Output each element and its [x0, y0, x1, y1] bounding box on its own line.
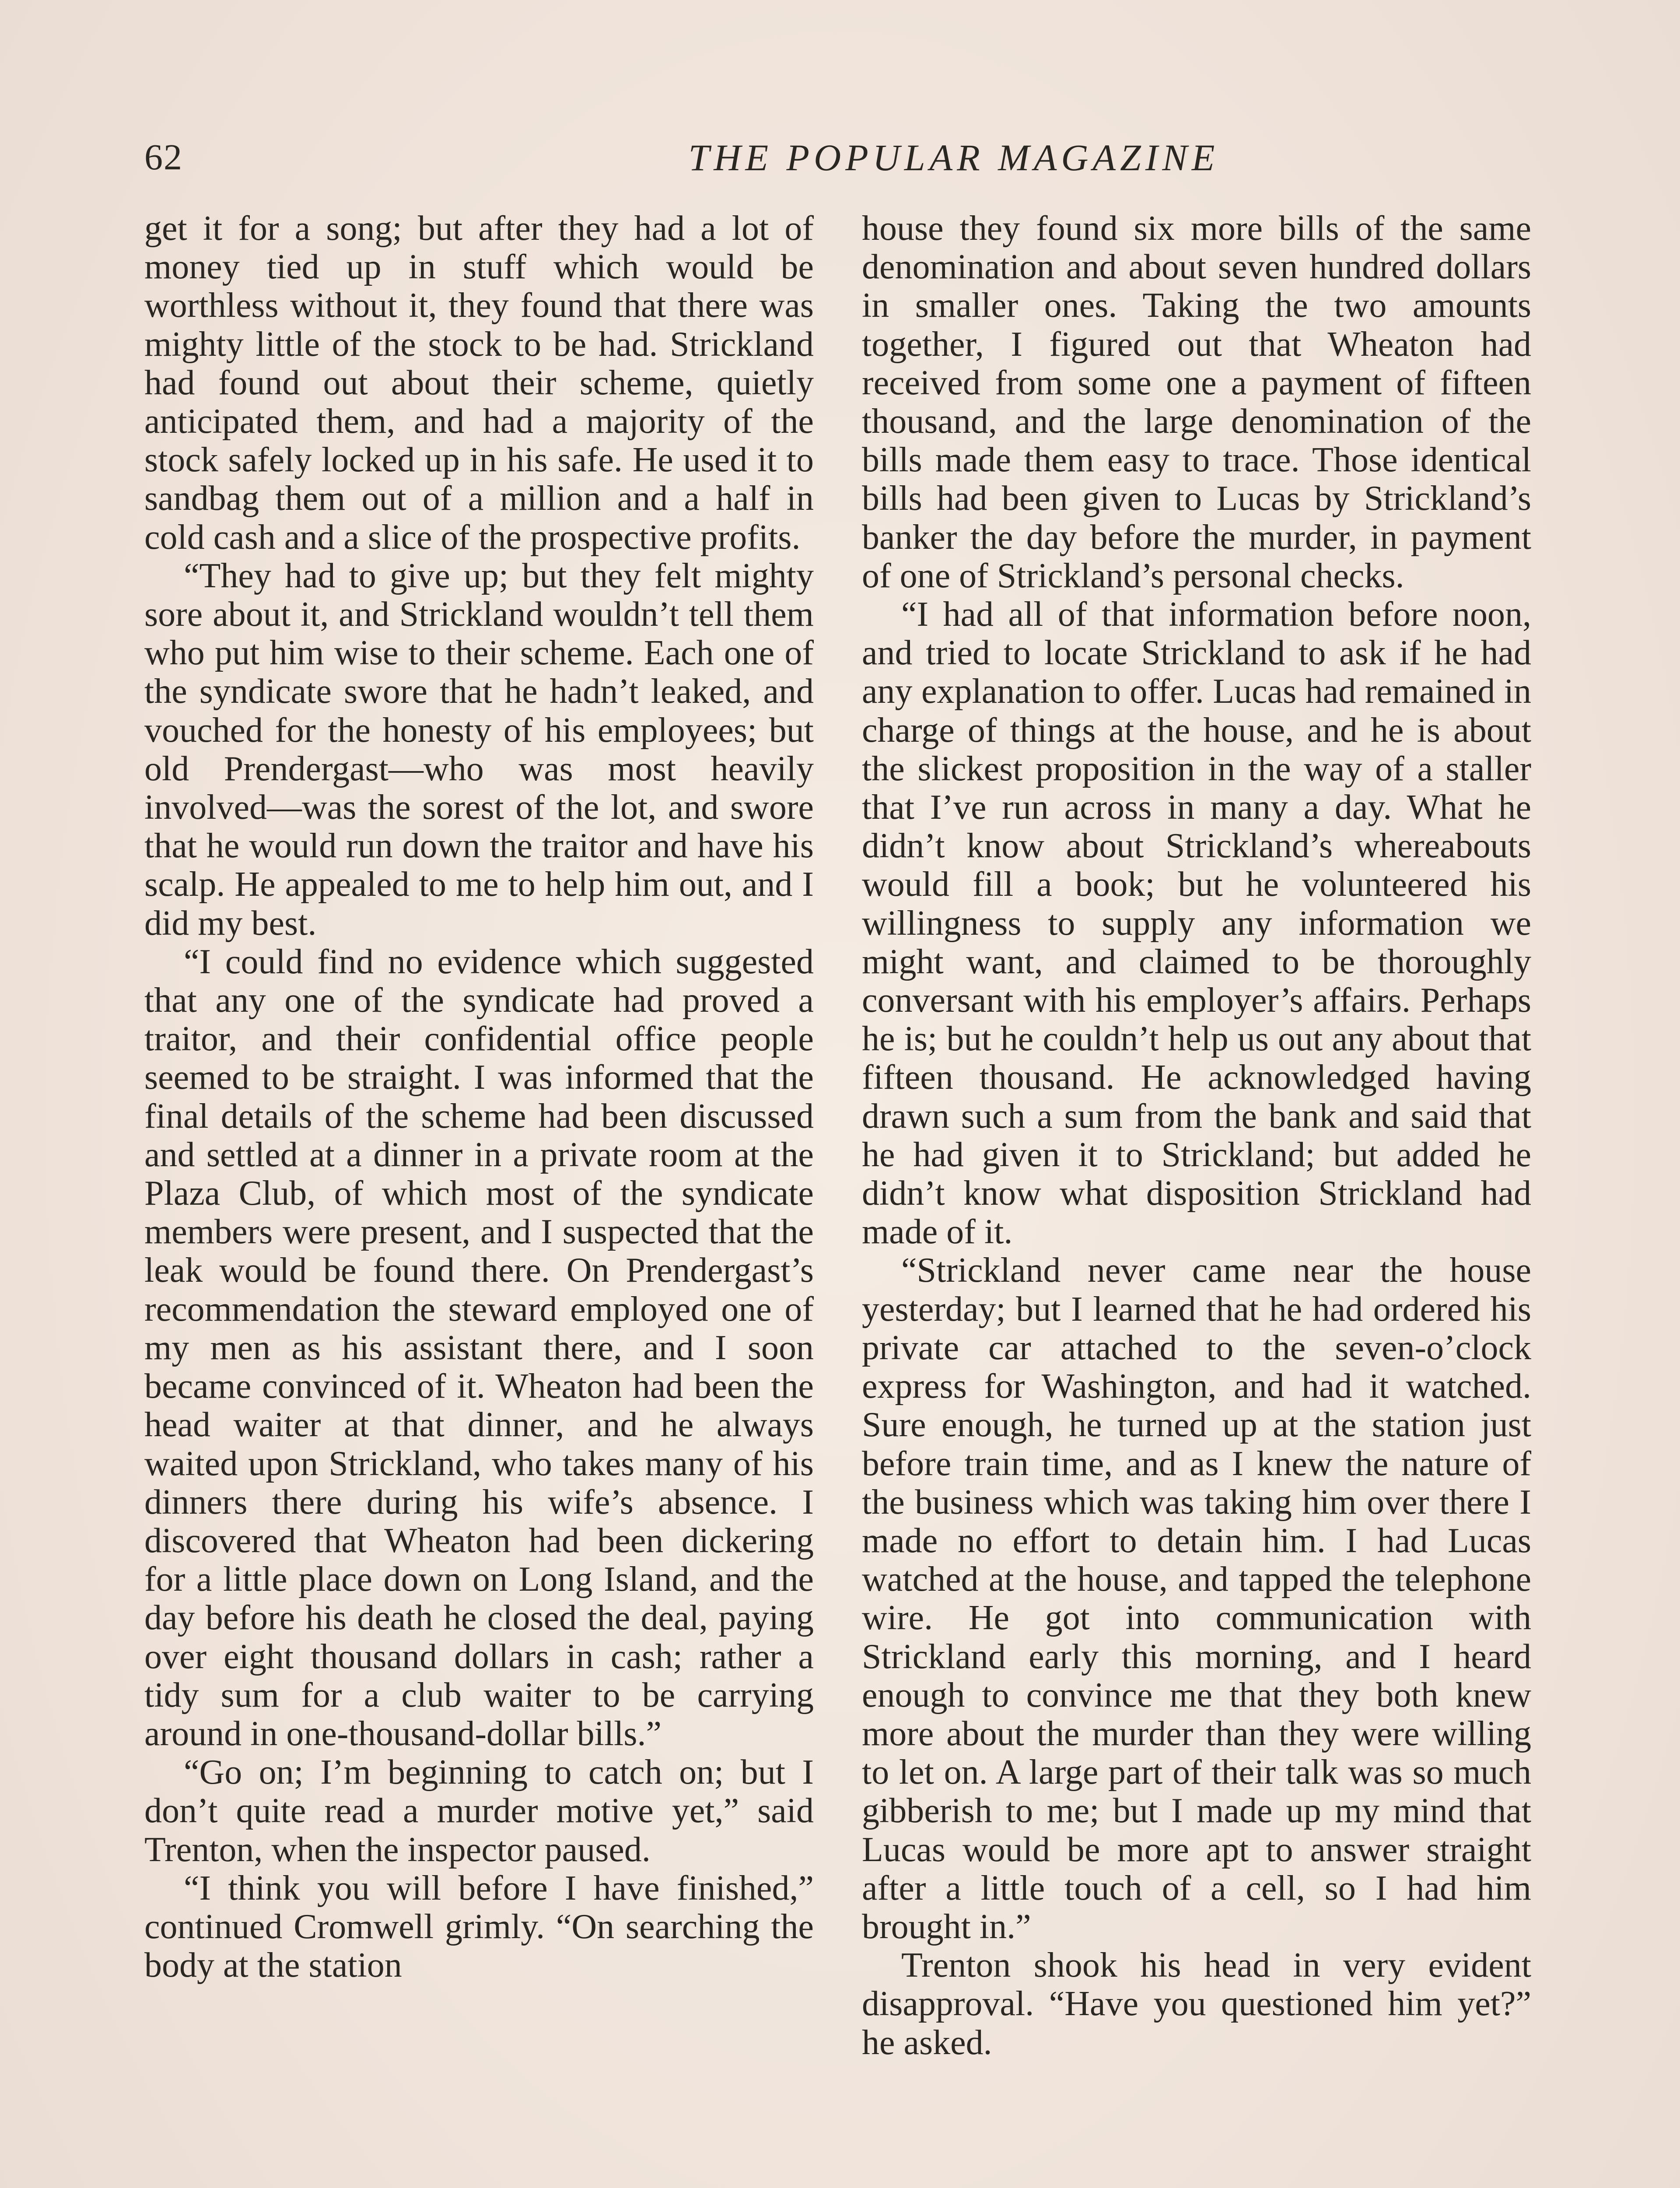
- paragraph: Trenton shook his head in very evident disapproval. “Have you questioned him yet?” he asked.: [862, 1946, 1531, 2062]
- magazine-title: THE POPULAR MAGAZINE: [688, 137, 1219, 179]
- right-column: [862, 209, 1531, 2062]
- running-head: [144, 131, 1544, 184]
- paragraph: “I think you will before I have finished,” continued Cromwell grimly. “On searching the body at the station: [144, 1869, 814, 1985]
- left-column: [144, 209, 814, 1985]
- paragraph: house they found six more bills of the same denomination and about seven hundred dollars in smaller ones. Taking the two amounts together, I figured out that Wheaton had received from some one a payment of fifteen thousand, and the large denomination of the bills made them easy to trace. Those identical bills had been given to Lucas by Strickland’s banker the day before the murder, in payment of one of Strickland’s personal checks.: [862, 209, 1531, 595]
- paragraph: “I had all of that information before noon, and tried to locate Strickland to ask if he had any explanation to offer. Lucas had remained in charge of things at the house, and he is about the slickest proposition in the way of a staller that I’ve run across in many a day. What he didn’t know about Strickland’s whereabouts would fill a book; but he volunteered his willingness to supply any information we might want, and claimed to be thoroughly conversant with his employer’s affairs. Perhaps he is; but he couldn’t help us out any about that fifteen thousand. He acknowledged having drawn such a sum from the bank and said that he had given it to Strickland; but added he didn’t know what disposition Strickland had made of it.: [862, 595, 1531, 1252]
- paragraph: “Strickland never came near the house yesterday; but I learned that he had ordered his private car attached to the seven-o’clock express for Washington, and had it watched. Sure enough, he turned up at the station just before train time, and as I knew the nature of the business which was taking him over there I made no effort to detain him. I had Lucas watched at the house, and tapped the telephone wire. He got into communication with Strickland early this morning, and I heard enough to convince me that they both knew more about the murder than they were willing to let on. A large part of their talk was so much gibberish to me; but I made up my mind that Lucas would be more apt to answer straight after a little touch of a cell, so I had him brought in.”: [862, 1251, 1531, 1946]
- paragraph: “They had to give up; but they felt mighty sore about it, and Strickland wouldn’t tell them who put him wise to their scheme. Each one of the syndicate swore that he hadn’t leaked, and vouched for the honesty of his employees; but old Prendergast—who was most heavily involved—was the sorest of the lot, and swore that he would run down the traitor and have his scalp. He appealed to me to help him out, and I did my best.: [144, 556, 814, 943]
- paragraph: get it for a song; but after they had a lot of money tied up in stuff which would be worthless without it, they found that there was mighty little of the stock to be had. Strickland had found out about their scheme, quietly anticipated them, and had a majority of the stock safely locked up in his safe. He used it to sandbag them out of a million and a half in cold cash and a slice of the prospective profits.: [144, 209, 814, 557]
- paragraph: “Go on; I’m beginning to catch on; but I don’t quite read a murder motive yet,” said Trenton, when the inspector paused.: [144, 1753, 814, 1869]
- paragraph: “I could find no evidence which suggested that any one of the syndicate had proved a traitor, and their confidential office people seemed to be straight. I was informed that the final details of the scheme had been discussed and settled at a dinner in a private room at the Plaza Club, of which most of the syndicate members were present, and I suspected that the leak would be found there. On Prendergast’s recommendation the steward employed one of my men as his assistant there, and I soon became convinced of it. Wheaton had been the head waiter at that dinner, and he always waited upon Strickland, who takes many of his dinners there during his wife’s absence. I discovered that Wheaton had been dickering for a little place down on Long Island, and the day before his death he closed the deal, paying over eight thousand dollars in cash; rather a tidy sum for a club waiter to be carrying around in one-thousand-dollar bills.”: [144, 942, 814, 1753]
- page-number: 62: [144, 137, 183, 178]
